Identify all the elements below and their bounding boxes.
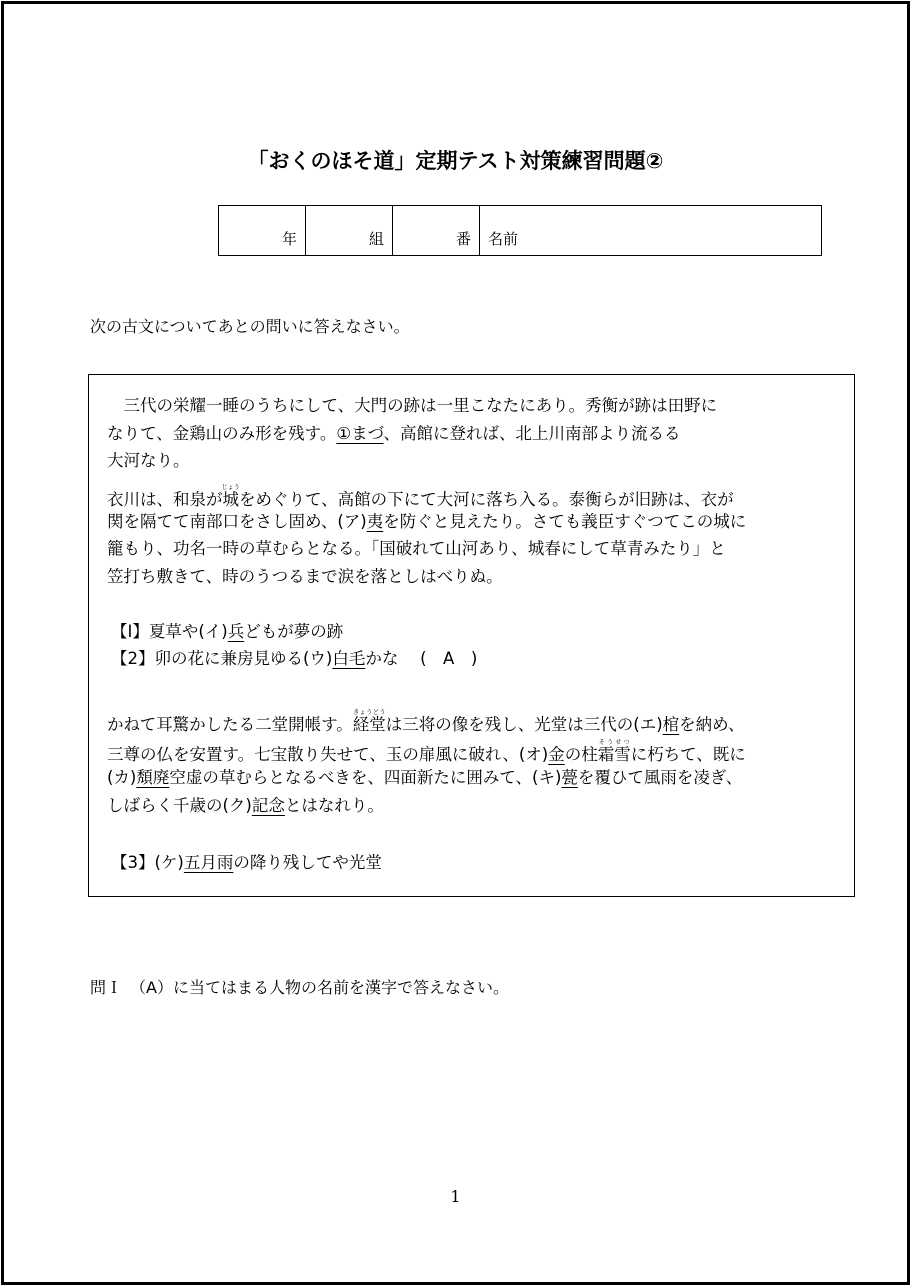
year-cell[interactable]: 年 bbox=[219, 206, 306, 256]
text-segment: 【I】夏草や(イ) bbox=[111, 622, 228, 641]
underlined-term: 白毛 bbox=[332, 649, 366, 668]
ruby-word: 城じょう bbox=[221, 484, 240, 509]
underlined-term: 棺 bbox=[662, 715, 680, 734]
text-segment: 三尊の仏を安置す。七宝散り失せて、玉の扉風に破れ、(オ) bbox=[107, 745, 549, 764]
text-segment: 籠もり、功名一時の草むらとなる。「国破れて山河あり、城春にして草青みたり」と bbox=[107, 539, 726, 558]
text-segment: を納め、 bbox=[679, 715, 745, 734]
text-segment: 、高館に登れば、北上川南部より流るる bbox=[383, 424, 681, 443]
page-title: 「おくのほそ道」定期テスト対策練習問題② bbox=[247, 149, 664, 173]
passage-line bbox=[107, 539, 726, 559]
passage-line bbox=[107, 512, 746, 532]
text-segment: しばらく千歳の(ク) bbox=[107, 796, 252, 815]
underlined-term: 五月雨 bbox=[183, 853, 234, 872]
passage-line bbox=[107, 796, 384, 816]
passage-line bbox=[107, 424, 681, 444]
underlined-term: 甍 bbox=[561, 768, 578, 787]
underlined-term: 頽廃 bbox=[136, 768, 170, 787]
text-segment: を防ぐと見えたり。さても義臣すぐつてこの城に bbox=[383, 512, 747, 531]
text-segment: の降り残してや光堂 bbox=[233, 853, 382, 872]
text-segment: 【2】卯の花に兼房見ゆる(ウ) bbox=[111, 649, 333, 668]
passage-line bbox=[111, 853, 382, 873]
text-segment: をめぐりて、高館の下にて大河に落ち入る。泰衡らが旧跡は、衣が bbox=[239, 490, 734, 509]
underlined-term: 記念 bbox=[251, 796, 285, 815]
passage-line bbox=[107, 739, 746, 765]
underlined-term: ①まづ bbox=[336, 424, 384, 443]
passage-line bbox=[111, 649, 477, 669]
text-segment: 衣川は、和泉が bbox=[107, 490, 223, 509]
passage-line bbox=[107, 768, 742, 788]
name-table bbox=[218, 205, 822, 256]
underlined-term: 金 bbox=[548, 745, 565, 764]
passage-line bbox=[107, 396, 717, 416]
name-cell[interactable]: 名前 bbox=[480, 206, 822, 256]
text-segment: かな ( A ) bbox=[365, 649, 478, 668]
number-cell[interactable]: 番 bbox=[393, 206, 480, 256]
class-cell[interactable]: 組 bbox=[306, 206, 393, 256]
text-segment: (カ) bbox=[107, 768, 137, 787]
text-segment: とはなれり。 bbox=[284, 796, 384, 815]
passage-line bbox=[111, 622, 343, 642]
passage-line bbox=[107, 451, 190, 471]
passage-line bbox=[107, 484, 734, 510]
text-segment: 【3】(ケ) bbox=[111, 853, 184, 872]
question-1: 問Ｉ （A）に当てはまる人物の名前を漢字で答えなさい。 bbox=[90, 978, 509, 997]
ruby-word: 霜雪そうせつ bbox=[597, 739, 631, 764]
text-segment: を覆ひて風雨を凌ぎ、 bbox=[577, 768, 743, 787]
passage-line bbox=[107, 567, 503, 587]
text-segment: 関を隔てて南部口をさし固め、(ア) bbox=[107, 512, 367, 531]
text-segment: は三将の像を残し、光堂は三代の(エ) bbox=[385, 715, 663, 734]
underlined-term: 夷 bbox=[366, 512, 384, 531]
text-segment: に朽ちて、既に bbox=[630, 745, 746, 764]
text-segment: 三代の栄耀一睡のうちにして、大門の跡は一里こなたにあり。秀衡が跡は田野に bbox=[107, 396, 718, 415]
text-segment: かねて耳驚かしたる二堂開帳す。 bbox=[107, 715, 353, 734]
ruby-word: 経堂きょうどう bbox=[352, 709, 386, 734]
text-segment: 笠打ち敷きて、時のうつるまで涙を落としはべりぬ。 bbox=[107, 567, 503, 586]
text-segment: なりて、金鶏山のみ形を残す。 bbox=[107, 424, 337, 443]
instruction: 次の古文についてあとの問いに答えなさい。 bbox=[90, 317, 410, 336]
page-number: 1 bbox=[450, 1187, 461, 1206]
text-segment: どもが夢の跡 bbox=[244, 622, 344, 641]
text-segment: の柱 bbox=[564, 745, 598, 764]
text-segment: 大河なり。 bbox=[107, 451, 190, 470]
passage-line bbox=[107, 709, 745, 735]
text-segment: 空虚の草むらとなるべきを、四面新たに囲みて、(キ) bbox=[169, 768, 562, 787]
underlined-term: 兵 bbox=[227, 622, 245, 641]
